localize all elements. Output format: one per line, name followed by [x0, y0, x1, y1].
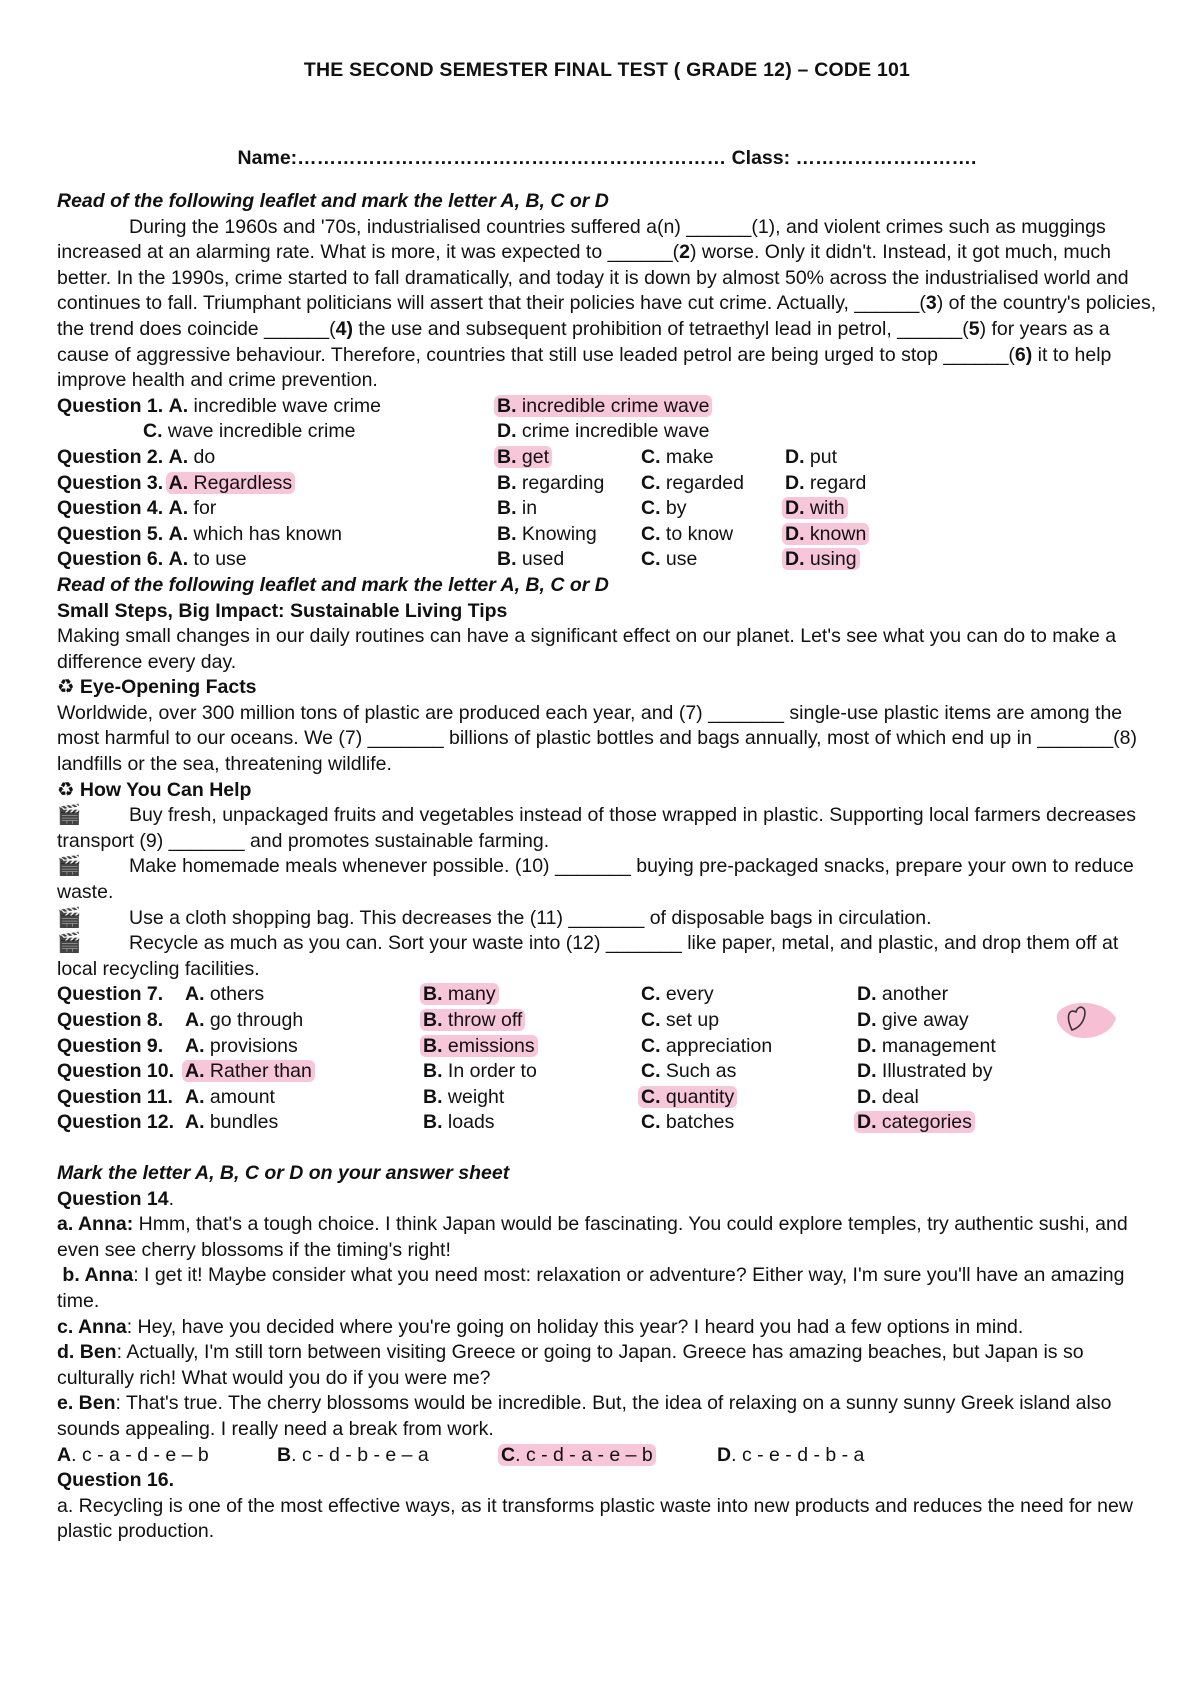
question-16-text: a. Recycling is one of the most effective ways, as it transforms plastic waste into new products and reduces the need for new plastic production. — [57, 1494, 1133, 1543]
tip-item: 🎬 Use a cloth shopping bag. This decreases the (11) _______ of disposable bags in circulation. — [57, 906, 1157, 932]
question-10: Question 10. A. Rather than B. In order to C. Such as D. Illustrated by — [57, 1060, 993, 1083]
leaflet-intro: Making small changes in our daily routines can have a significant effect on our planet. Let's see what you can do to make a difference every day. — [57, 625, 1117, 673]
question-14-options: A. c - a - d - e – b B. c - d - b - e – a C. c - d - a - e – b D. c - e - d - b - a — [57, 1443, 865, 1466]
section1-passage: During the 1960s and '70s, industrialised countries suffered a(n) ______(1), and violent crimes such as muggings increased at an alarming rate. What is more, it was expected to ______(2) worse. Only it didn't. Instead, it got much, much better. In the 1990s, crime started to fall dramatically, and today it is down by almost 50% across the industrialised world and continues to fall. Triumphant politicians will assert that their policies have cut crime. Actually, ______(3) of the country's policies, the trend does coincide ______(4) the use and subsequent prohibition of tetraethyl lead in petrol, ______(5) for years as a cause of aggressive behaviour. Therefore, countries that still use leaded petrol are being urged to stop ______(6) it to help improve health and crime prevention. — [57, 215, 1157, 392]
recycle-icon: ♻ — [57, 778, 75, 801]
question-2: Question 2. A. do B. get C. make D. put — [57, 445, 838, 468]
section3-heading: Mark the letter A, B, C or D on your answer sheet — [57, 1161, 510, 1184]
answer-highlight: B. emissions — [420, 1035, 538, 1057]
answer-highlight: B. incredible crime wave — [494, 395, 712, 417]
section2-heading: Read of the following leaflet and mark the letter A, B, C or D — [57, 573, 609, 596]
dialogue-line: a. Anna: Hmm, that's a tough choice. I think Japan would be fascinating. You could explore temples, try authentic sushi, and even see cherry blossoms if the timing's right! — [57, 1213, 1128, 1261]
name-class-line: Name:………………………………………………………… Class: ………………………. — [237, 147, 977, 169]
answer-highlight: C. c - d - a - e – b — [498, 1444, 656, 1466]
question-6: Question 6. A. to use B. used C. use D. using — [57, 547, 1157, 573]
answer-highlight: D. with — [782, 497, 848, 519]
facts-heading-row: ♻ Eye-Opening Facts — [57, 675, 1157, 701]
question-1-line2: C. wave incredible crime D. crime incredible wave — [143, 420, 710, 443]
test-content — [57, 189, 1157, 1545]
question-11: Question 11. A. amount B. weight C. quantity D. deal — [57, 1085, 919, 1108]
question-5: Question 5. A. which has known B. Knowing C. to know D. known — [57, 522, 1157, 548]
clapper-icon: 🎬 — [57, 932, 82, 955]
tip-item: 🎬 Buy fresh, unpackaged fruits and vegetables instead of those wrapped in plastic. Supporting local farmers decreases transport (9) _______ and promotes sustainable farming. — [57, 804, 1137, 852]
question-1: Question 1. A. incredible wave crime B. incredible crime wave — [57, 394, 1157, 420]
leaflet-title: Small Steps, Big Impact: Sustainable Living Tips — [57, 599, 508, 622]
dialogue-line: d. Ben: Actually, I'm still torn between visiting Greece or going to Japan. Greece has amazing beaches, but Japan is so culturally rich! What would you do if you were me? — [57, 1341, 1084, 1389]
question-8: Question 8. A. go through B. throw off C. set up D. give away — [57, 1009, 969, 1031]
clapper-icon: 🎬 — [57, 906, 82, 929]
answer-highlight: D. using — [782, 548, 860, 570]
answer-highlight: C. quantity — [638, 1086, 737, 1108]
answer-highlight: D. categories — [854, 1111, 975, 1133]
answer-highlight: A. Rather than — [182, 1060, 315, 1082]
answer-highlight: A. Regardless — [166, 472, 296, 494]
clapper-icon: 🎬 — [57, 804, 82, 827]
facts-text: Worldwide, over 300 million tons of plastic are produced each year, and (7) _______ single-use plastic items are among the most harmful to our oceans. We (7) _______ billions of plastic bottles and bags annually, most of which end up in _______(8) landfills or the sea, threatening wildlife. — [57, 701, 1137, 776]
page-title: THE SECOND SEMESTER FINAL TEST ( GRADE 12) – CODE 101 — [303, 59, 911, 81]
question-4: Question 4. A. for B. in C. by D. with — [57, 496, 1157, 522]
dialogue-line: b. Anna: I get it! Maybe consider what you need most: relaxation or adventure? Either way, I'm sure you'll have an amazing time. — [57, 1264, 1125, 1312]
answer-highlight: B. throw off — [420, 1009, 525, 1031]
question-16-label: Question 16. — [57, 1469, 175, 1492]
question-3: Question 3. A. Regardless B. regarding C. regarded D. regard — [57, 471, 867, 494]
answer-highlight: B. many — [420, 983, 499, 1005]
question-7: Question 7. A. others B. many C. every D. another — [57, 983, 949, 1006]
answer-highlight: D. known — [782, 523, 869, 545]
question-12: Question 12. A. bundles B. loads C. batches D. categories — [57, 1110, 1157, 1136]
question-9: Question 9. A. provisions B. emissions C. appreciation D. management — [57, 1034, 996, 1057]
recycle-icon: ♻ — [57, 676, 75, 699]
question-14-label: Question 14. — [57, 1187, 175, 1210]
section1-heading: Read of the following leaflet and mark the letter A, B, C or D — [57, 190, 609, 212]
tip-item: 🎬 Recycle as much as you can. Sort your waste into (12) _______ like paper, metal, and plastic, and drop them off at local recycling facilities. — [57, 932, 1119, 980]
dialogue-line: e. Ben: That's true. The cherry blossoms would be incredible. But, the idea of relaxing on a sunny sunny Greek island also sounds appealing. I really need a break from work. — [57, 1392, 1112, 1440]
tip-item: 🎬 Make homemade meals whenever possible. (10) _______ buying pre-packaged snacks, prepare your own to reduce waste. — [57, 855, 1134, 904]
heart-doodle-icon — [1050, 990, 1120, 1050]
clapper-icon: 🎬 — [57, 855, 82, 878]
help-heading-row: ♻ How You Can Help — [57, 778, 1157, 804]
dialogue-line: c. Anna: Hey, have you decided where you're going on holiday this year? I heard you had a few options in mind. — [57, 1315, 1024, 1338]
answer-highlight: B. get — [494, 446, 552, 468]
